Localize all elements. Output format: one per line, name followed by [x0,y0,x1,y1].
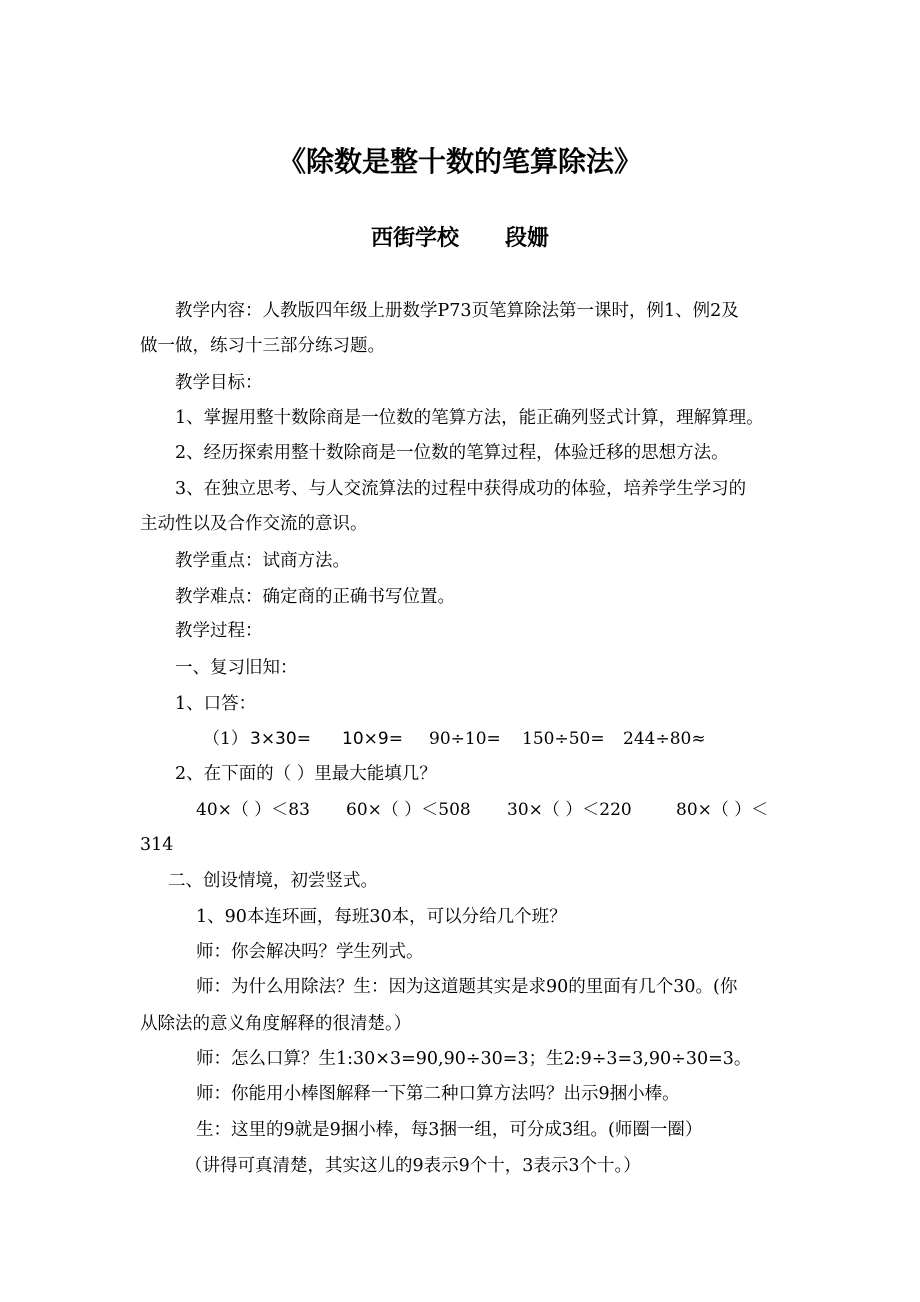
oral-item: 10×9= [342,729,403,749]
teacher-line-2: 师：为什么用除法？生：因为这道题其实是求90的里面有几个30。(你 [196,977,738,997]
fill-item: 40×（ ）＜83 [196,800,310,820]
key-point: 教学重点：试商方法。 [175,551,350,571]
oral-heading: 1、口答： [175,694,257,714]
fill-item: 80×（ ）＜ [676,800,769,820]
difficulty: 教学难点：确定商的正确书写位置。 [175,587,455,607]
process-heading: 教学过程： [175,621,263,641]
content-line-1: 教学内容：人教版四年级上册数学P73页笔算除法第一课时，例1、例2及 [175,301,739,321]
oral-item: 150÷50= [522,729,605,749]
goal-1: 1、掌握用整十数除商是一位数的笔算方法，能正确列竖式计算，理解算理。 [175,408,764,428]
comment-line-1: （讲得可真清楚，其实这儿的9表示9个十，3表示3个十。） [185,1156,641,1176]
author-line: 西街学校 段姗 [371,226,549,251]
teacher-line-4: 师：你能用小棒图解释一下第二种口算方法吗？出示9捆小棒。 [196,1084,680,1104]
section-2-heading: 二、创设情境，初尝竖式。 [168,871,378,891]
document-title: 《除数是整十数的笔算除法》 [277,145,642,178]
oral-item: 90÷10= [429,729,501,749]
goal-3-line-2: 主动性以及合作交流的意识。 [140,514,368,534]
teacher-line-2-cont: 从除法的意义角度解释的很清楚。） [140,1014,412,1034]
section-1-heading: 一、复习旧知： [175,658,298,678]
student-line-1: 生：这里的9就是9捆小棒，每3捆一组，可分成3组。(师圈一圈） [196,1120,703,1140]
goal-3-line-1: 3、在独立思考、与人交流算法的过程中获得成功的体验，培养学生学习的 [175,479,747,499]
goals-heading: 教学目标： [175,373,263,393]
fill-item: 30×（ ）＜220 [507,800,632,820]
teacher-line-1: 师：你会解决吗？学生列式。 [196,942,424,962]
oral-item: 244÷80≈ [623,729,706,749]
goal-2: 2、经历探索用整十数除商是一位数的笔算过程，体验迁移的思想方法。 [175,443,729,463]
oral-item: 3×30= [250,729,311,749]
fill-overflow: 314 [140,835,174,855]
fill-item: 60×（ ）＜508 [346,800,471,820]
fill-heading: 2、在下面的（ ）里最大能填几？ [175,764,437,784]
teacher-line-3: 师：怎么口算？生1:30×3=90,90÷30=3；生2:9÷3=3,90÷30=3。 [196,1049,752,1069]
problem-1: 1、90本连环画，每班30本，可以分给几个班？ [196,907,567,927]
content-line-2: 做一做，练习十三部分练习题。 [140,336,385,356]
oral-label: （1） [203,729,248,749]
